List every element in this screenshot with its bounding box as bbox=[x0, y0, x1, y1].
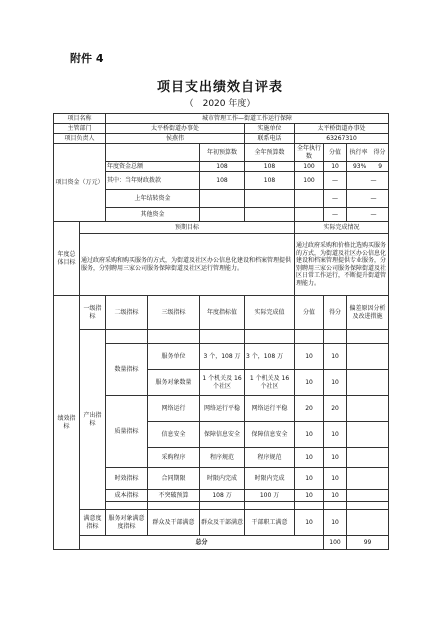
phone-value: 63267310 bbox=[295, 134, 389, 144]
indicator-header: 一级指标 bbox=[80, 296, 106, 330]
note bbox=[347, 448, 389, 468]
funds-row-label: 其他资金 bbox=[106, 208, 200, 222]
target-value: 1 个机关及 16 个社区 bbox=[200, 370, 245, 396]
total-score: 99 bbox=[347, 536, 389, 550]
evaluation-table bbox=[53, 113, 389, 550]
funds-header-rate: 执行率 bbox=[349, 148, 368, 156]
funds-header-blank bbox=[106, 144, 200, 162]
goals-expected-label: 预期目标 bbox=[80, 222, 295, 234]
score: 10 bbox=[324, 468, 347, 490]
blank-cell bbox=[324, 330, 347, 344]
score-value: 20 bbox=[295, 396, 324, 422]
phone-label: 联系电话 bbox=[245, 134, 295, 144]
funds-cell bbox=[347, 190, 389, 208]
page-title: 项目支出绩效自评表 bbox=[156, 80, 283, 95]
blank-cell bbox=[347, 502, 389, 510]
funds-header: 全年执行数 bbox=[295, 144, 324, 162]
indicator-header: 分值 bbox=[295, 296, 324, 330]
blank-cell bbox=[245, 330, 295, 344]
note bbox=[347, 510, 389, 536]
indicator-header: 偏差原因分析及改进措施 bbox=[347, 296, 389, 330]
target-value: 108 万 bbox=[200, 490, 245, 502]
third-indicator: 群众及干部满意 bbox=[148, 510, 200, 536]
impl-label: 实施单位 bbox=[245, 124, 295, 134]
blank-cell bbox=[245, 502, 295, 510]
third-indicator: 信息安全 bbox=[148, 422, 200, 448]
score-value: 10 bbox=[295, 490, 324, 502]
target-value: 群众及干部满意 bbox=[200, 510, 245, 536]
actual-value: 保障信息安全 bbox=[245, 422, 295, 448]
funds-row-label: 年度资金总额 bbox=[106, 162, 200, 172]
goals-label: 年度总体目标 bbox=[54, 222, 80, 296]
funds-cell bbox=[347, 208, 389, 222]
goals-expected: 通过政府采购和购买服务的方式，为街道及社区办公信息化建设和档案管理提供服务，分别聘用三家公司服务保障街道及社区运行管理能力。 bbox=[80, 234, 295, 296]
funds-header: 全年预算数 bbox=[245, 144, 295, 162]
funds-cell bbox=[245, 208, 295, 222]
note bbox=[347, 468, 389, 490]
third-indicator: 采购程序 bbox=[148, 448, 200, 468]
total-label: 总分 bbox=[80, 536, 324, 550]
target-value: 网络运行平稳 bbox=[200, 396, 245, 422]
score: 10 bbox=[324, 490, 347, 502]
funds-cell: 108 bbox=[200, 162, 245, 172]
project-name-label: 项目名称 bbox=[54, 114, 106, 124]
impl-value: 太平桥街道办事处 bbox=[295, 124, 389, 134]
funds-row-label: 其中：当年财政拨款 bbox=[106, 172, 200, 190]
year-label: （ 2020 年度） bbox=[184, 99, 256, 109]
target-value: 程序规范 bbox=[200, 448, 245, 468]
funds-cell: — bbox=[324, 172, 347, 190]
score: 10 bbox=[324, 510, 347, 536]
target-value: 保障信息安全 bbox=[200, 422, 245, 448]
score-value: 10 bbox=[295, 510, 324, 536]
funds-header bbox=[347, 144, 389, 162]
indicator-header: 得分 bbox=[324, 296, 347, 330]
funds-row-label: 上年结转资金 bbox=[106, 190, 200, 208]
indicators-label: 绩效指标 bbox=[54, 296, 80, 550]
score-value: 10 bbox=[295, 448, 324, 468]
satisfaction-sub-label: 服务对象满意度指标 bbox=[106, 510, 148, 536]
score-value: 10 bbox=[295, 422, 324, 448]
funds-cell: 100 bbox=[295, 162, 324, 172]
target-value: 时限内完成 bbox=[200, 468, 245, 490]
blank-cell bbox=[295, 502, 324, 510]
actual-value: 1 个机关及 16 个社区 bbox=[245, 370, 295, 396]
blank-cell bbox=[347, 330, 389, 344]
total-score-value: 100 bbox=[324, 536, 347, 550]
score: 20 bbox=[324, 396, 347, 422]
funds-rate: 93% bbox=[352, 162, 367, 170]
funds-cell: 108 bbox=[245, 172, 295, 190]
funds-cell: — bbox=[324, 190, 347, 208]
third-indicator: 合同期限 bbox=[148, 468, 200, 490]
funds-score: — bbox=[370, 194, 377, 202]
blank-cell bbox=[106, 502, 148, 510]
score-value: 10 bbox=[295, 468, 324, 490]
funds-score: — bbox=[370, 176, 377, 184]
note bbox=[347, 396, 389, 422]
funds-cell bbox=[200, 208, 245, 222]
funds-cell bbox=[200, 190, 245, 208]
actual-value: 网络运行平稳 bbox=[245, 396, 295, 422]
indicator-header: 实际完成值 bbox=[245, 296, 295, 330]
note bbox=[347, 422, 389, 448]
third-indicator: 网络运行 bbox=[148, 396, 200, 422]
blank-cell bbox=[148, 502, 200, 510]
leader-label: 项目负责人 bbox=[54, 134, 106, 144]
project-name: 城市管理工作—街道工作运行保障 bbox=[106, 114, 389, 124]
score: 10 bbox=[324, 370, 347, 396]
actual-value: 程序规范 bbox=[245, 448, 295, 468]
funds-header: 年初预算数 bbox=[200, 144, 245, 162]
attachment-label: 附件 4 bbox=[70, 52, 104, 65]
third-indicator: 不突破预算 bbox=[148, 490, 200, 502]
satisfaction-indicator-label: 满意度指标 bbox=[80, 510, 106, 536]
timeliness-indicator-label: 时效指标 bbox=[106, 468, 148, 490]
third-indicator: 服务对象数量 bbox=[148, 370, 200, 396]
blank-cell bbox=[200, 502, 245, 510]
funds-header-score: 得分 bbox=[373, 148, 386, 156]
funds-score: — bbox=[370, 210, 377, 218]
funds-cell bbox=[295, 208, 324, 222]
goals-actual-label: 实际完成情况 bbox=[295, 222, 389, 234]
output-indicator-label: 产出指标 bbox=[80, 330, 106, 510]
funds-cell: 108 bbox=[200, 172, 245, 190]
funds-cell: 108 bbox=[245, 162, 295, 172]
score-value: 10 bbox=[295, 344, 324, 370]
blank-cell bbox=[148, 330, 200, 344]
funds-header: 分值 bbox=[324, 144, 347, 162]
note bbox=[347, 490, 389, 502]
actual-value: 3 个，108 万 bbox=[245, 344, 295, 370]
funds-cell bbox=[347, 162, 389, 172]
note bbox=[347, 370, 389, 396]
blank-cell bbox=[295, 330, 324, 344]
score: 10 bbox=[324, 448, 347, 468]
dept-label: 主管部门 bbox=[54, 124, 106, 134]
quantity-indicator-label: 数量指标 bbox=[106, 344, 148, 396]
goals-actual: 通过政府采购和价格比选购买服务的方式，为街道及社区办公信息化建设和档案管理提供专业服务，分别聘用三家公司服务保障街道及社区日常工作运行，不断提升街道管理能力。 bbox=[295, 234, 389, 296]
actual-value: 干部职工满意 bbox=[245, 510, 295, 536]
funds-cell: 10 bbox=[324, 162, 347, 172]
third-indicator: 服务单位 bbox=[148, 344, 200, 370]
indicator-header: 二级指标 bbox=[106, 296, 148, 330]
score-value: 10 bbox=[295, 370, 324, 396]
score: 10 bbox=[324, 422, 347, 448]
blank-cell bbox=[200, 330, 245, 344]
actual-value: 时限内完成 bbox=[245, 468, 295, 490]
funds-cell: 100 bbox=[295, 172, 324, 190]
indicator-header: 三级指标 bbox=[148, 296, 200, 330]
funds-cell bbox=[295, 190, 324, 208]
note bbox=[347, 344, 389, 370]
funds-score: 9 bbox=[378, 162, 383, 170]
target-value: 3 个，108 万 bbox=[200, 344, 245, 370]
funds-label: 项目资金（万元） bbox=[54, 144, 106, 222]
actual-value: 100 万 bbox=[245, 490, 295, 502]
blank-cell bbox=[106, 330, 148, 344]
indicator-header: 年度指标值 bbox=[200, 296, 245, 330]
quality-indicator-label: 质量指标 bbox=[106, 396, 148, 468]
dept-value: 太平桥街道办事处 bbox=[106, 124, 245, 134]
cost-indicator-label: 成本指标 bbox=[106, 490, 148, 502]
score: 10 bbox=[324, 344, 347, 370]
funds-cell bbox=[347, 172, 389, 190]
funds-cell: — bbox=[324, 208, 347, 222]
funds-cell bbox=[245, 190, 295, 208]
blank-cell bbox=[324, 502, 347, 510]
leader-value: 侯燕伟 bbox=[106, 134, 245, 144]
